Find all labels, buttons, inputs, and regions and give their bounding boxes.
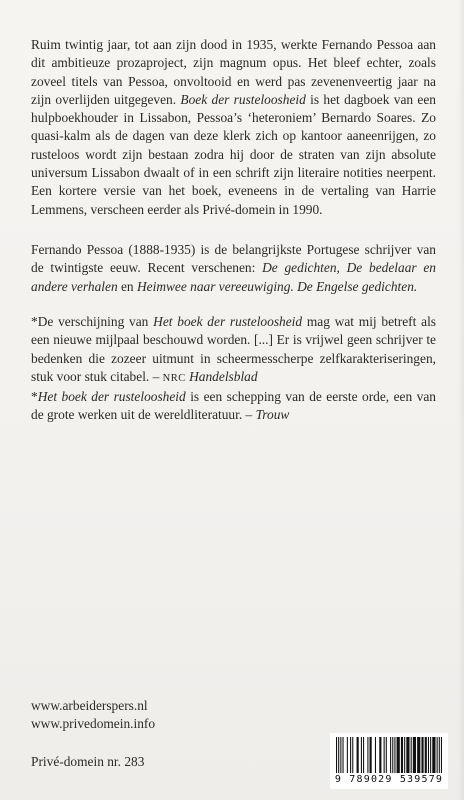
barcode-bar [361, 737, 362, 773]
barcode-bar [367, 737, 368, 773]
barcode-digits: 9 789029 539579 [334, 774, 444, 785]
barcode-bar [417, 737, 420, 773]
series-number: Privé-domein nr. 283 [31, 754, 145, 769]
barcode-bar [384, 737, 385, 773]
quote-source-name: Handelsblad [185, 368, 258, 384]
barcode-bar [441, 737, 442, 773]
barcode-bar [370, 737, 372, 773]
barcode-bar [437, 737, 438, 773]
recent-title-italic: Heimwee naar vereeuwiging. De Engelse gedichten. [136, 278, 418, 294]
barcode-bar [406, 737, 409, 773]
quote-book-title: Het boek der rusteloosheid [37, 389, 186, 405]
barcode-bar [421, 737, 423, 773]
barcode-bar [390, 737, 391, 773]
barcode-bar [401, 737, 403, 773]
publisher-website-link[interactable]: www.arbeiderspers.nl [31, 698, 148, 713]
barcode-bar [432, 737, 435, 773]
book-title-italic: Boek der rusteloosheid [180, 91, 306, 107]
quote-source-name: Trouw [255, 407, 290, 423]
synopsis-text-end: is het dagboek van een hulpboekhouder in Lissabon, Pessoa’s ‘heteroniem’ Bernardo Soares. Zo quasi-kalm als de dagen van deze klerk zich op kantoor aaneenrijgen, zo rusteloos wordt zijn bestaan zodra hij door de straten van zijn absolute universum Lissabon dwaalt of in een schrift zijn literaire notities neerpent. Een kortere versie van het boek, eveneens in de vertaling van Harrie Lemmens, verscheen eerder als Privé-domein in 1990. [31, 91, 436, 217]
quote-source-smallcaps: NRC [162, 372, 186, 384]
author-bio-text: Fernando Pessoa (1888-1935) is de belangrijkste Portugese schrijver van de twintigste eeuw. Recent verschenen: [31, 242, 436, 276]
press-quote-trouw [31, 388, 436, 425]
synopsis-paragraph [31, 36, 436, 219]
barcode-bar [425, 737, 427, 773]
barcode-bar [350, 737, 351, 773]
series-website-link[interactable]: www.privedomein.info [31, 716, 156, 731]
barcode-bar [357, 737, 359, 773]
quote-text-body: mag wat mij betreft als een nieuwe mijlpaal beschouwd worden. [...] Er is vrijwel geen schrijver te bedenken die zozeer uitmunt in scheermesscherpe zelfkarakteriseringen, stuk voor stuk citabel. – [31, 314, 436, 384]
barcode-bar [342, 737, 343, 773]
author-bio-paragraph [31, 241, 436, 296]
page-edge-shadow [458, 0, 464, 800]
barcode-bar [338, 737, 339, 773]
barcode-bar [379, 737, 381, 773]
synopsis-text-start: Ruim twintig jaar, tot aan zijn dood in 1935, werkte Fernando Pessoa aan dit ambitieuze prozaproject, zijn magnum opus. Het bleef echter, zoals zoveel titels van Pessoa, onvoltooid en werd pas zevenenveertig jaar na zijn overlijden uitgegeven. [31, 37, 436, 107]
barcode-bar [411, 737, 412, 773]
press-quotes [31, 313, 436, 425]
quote-book-title: Het boek der rusteloosheid [153, 314, 303, 329]
barcode-bar [394, 737, 395, 773]
publisher-links [31, 697, 155, 733]
quote-text-body: is een schepping van de eerste orde, een van de grote werken uit de wereldliteratuur. – [31, 389, 436, 423]
barcode-bar [386, 737, 387, 773]
barcode-bar [375, 737, 376, 773]
barcode-bar [430, 737, 431, 773]
barcode-bar [363, 737, 364, 773]
barcode-bar [439, 737, 440, 773]
author-bio-connector: en [117, 278, 137, 294]
recent-titles-italic: De gedichten, De bedelaar en andere verhalen [31, 260, 437, 294]
barcode-bar [413, 737, 416, 773]
barcode-bar [352, 737, 353, 773]
barcode-bar [397, 737, 400, 773]
isbn-barcode [330, 733, 448, 789]
quote-star: * [31, 389, 38, 405]
quote-text-start: *De verschijning van [31, 314, 154, 329]
barcode-bar [340, 737, 341, 773]
barcode-bars [330, 733, 448, 775]
press-quote-nrc [31, 313, 436, 388]
barcode-bar [392, 737, 393, 773]
barcode-bar [336, 737, 337, 773]
barcode-bar [347, 737, 348, 773]
barcode-bar [404, 737, 405, 773]
barcode-bar [428, 737, 429, 773]
